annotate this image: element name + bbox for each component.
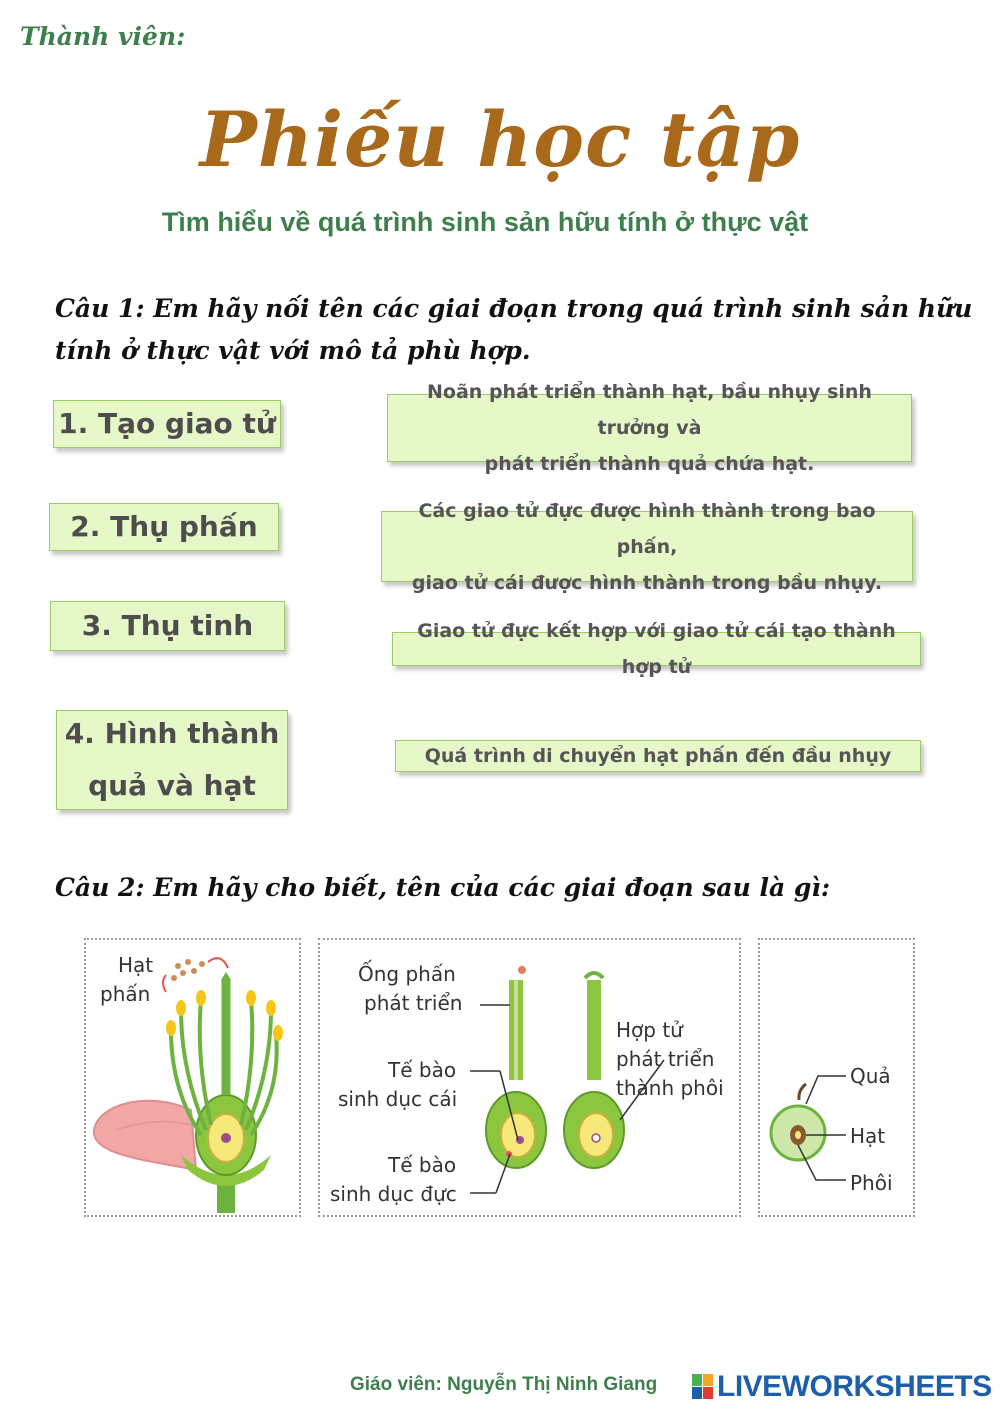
female-cell-label-line-1: Tế bào — [388, 1058, 457, 1082]
fruit-seed-panel — [758, 938, 915, 1217]
stage-box-2[interactable] — [49, 503, 279, 551]
fertilization-illustration — [320, 940, 743, 1219]
description-box-2[interactable] — [381, 499, 913, 594]
pollination-panel — [84, 938, 301, 1217]
stage-label-line-2: quả và hạt — [88, 769, 256, 802]
liveworksheets-logo-icon — [692, 1374, 714, 1400]
zygote-label-line-3: thành phôi — [616, 1076, 724, 1100]
teacher-credit: Giáo viên: Nguyễn Thị Ninh Giang — [350, 1374, 658, 1395]
seed-label: Hạt — [850, 1124, 886, 1148]
fruit-seed-illustration — [760, 940, 917, 1219]
description-box-4[interactable] — [395, 740, 921, 772]
liveworksheets-logo[interactable] — [692, 1370, 992, 1404]
zygote-label-line-2: phát triển — [616, 1047, 715, 1071]
description-box-3[interactable] — [392, 620, 921, 678]
page-title: Phiếu học tập — [199, 95, 801, 184]
zygote-label-line-1: Hợp tử — [616, 1018, 683, 1042]
stage-box-4[interactable] — [56, 710, 288, 810]
fruit-label: Quả — [850, 1064, 891, 1088]
member-label: Thành viên: — [20, 22, 186, 51]
description-line-2: phát triển thành quả chứa hạt. — [484, 453, 815, 475]
stage-label: 3. Thụ tinh — [81, 609, 254, 642]
male-cell-label-line-2: sinh dục đực — [330, 1182, 457, 1206]
pollen-tube-label-line-2: phát triển — [364, 991, 463, 1015]
description-line-1: Quá trình di chuyển hạt phấn đến đầu nhụy — [424, 745, 892, 767]
pollen-tube-label-line-1: Ống phấn — [358, 962, 456, 986]
liveworksheets-logo-text: LIVEWORKSHEETS — [717, 1370, 992, 1403]
male-cell-label-line-1: Tế bào — [388, 1153, 457, 1177]
fertilization-panel — [318, 938, 741, 1217]
stage-box-1[interactable] — [53, 400, 281, 448]
question-1-line-1: Câu 1: Em hãy nối tên các giai đoạn trong quá trình sinh sản hữu — [55, 294, 973, 323]
page-subtitle: Tìm hiểu về quá trình sinh sản hữu tính ở thực vật — [161, 207, 809, 237]
pollination-illustration — [86, 940, 303, 1219]
question-2: Câu 2: Em hãy cho biết, tên của các giai đoạn sau là gì: — [55, 873, 831, 902]
stage-label: 2. Thụ phấn — [70, 510, 258, 543]
question-1-line-2: tính ở thực vật với mô tả phù hợp. — [55, 336, 531, 365]
stage-label: 1. Tạo giao tử — [58, 407, 276, 440]
stage-label-line-1: 4. Hình thành — [64, 717, 280, 750]
pollen-label-line-1: Hạt — [118, 953, 154, 977]
embryo-label: Phôi — [850, 1171, 893, 1195]
pollen-label-line-2: phấn — [100, 982, 151, 1006]
stage-box-3[interactable] — [50, 601, 285, 651]
description-line-1: Các giao tử đực được hình thành trong bao phấn, — [418, 499, 876, 558]
description-line-1: Giao tử đực kết hợp với giao tử cái tạo thành hợp tử — [417, 620, 896, 678]
description-box-1[interactable] — [387, 381, 912, 475]
female-cell-label-line-2: sinh dục cái — [338, 1087, 458, 1111]
question-1 — [55, 288, 972, 372]
description-line-2: giao tử cái được hình thành trong bầu nhụy. — [411, 571, 883, 594]
description-line-1: Noãn phát triển thành hạt, bầu nhụy sinh trưởng và — [427, 381, 872, 439]
